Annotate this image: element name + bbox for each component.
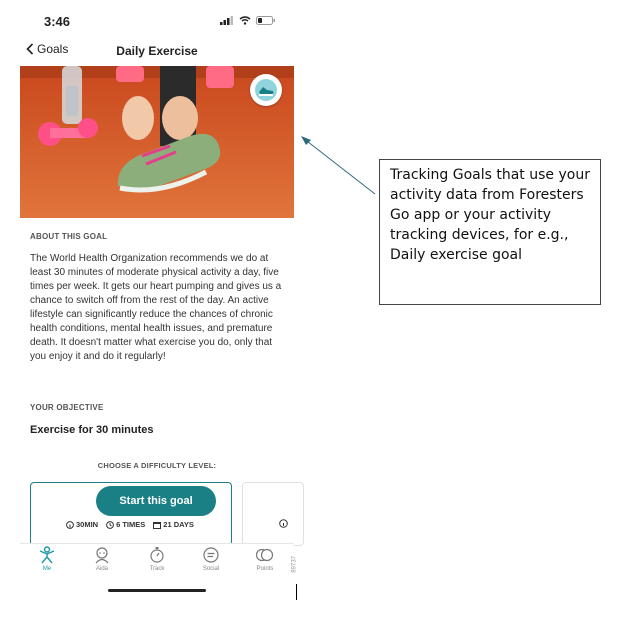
phone-screen [20, 0, 298, 600]
text-cursor [296, 584, 297, 600]
stopwatch-icon [148, 546, 166, 564]
build-id: 89737 [292, 556, 298, 573]
sneaker-icon [255, 79, 277, 101]
difficulty-card-next[interactable] [242, 482, 304, 546]
tab-bar [20, 543, 294, 580]
days-text: 21 DAYS [163, 520, 194, 529]
frequency-item [106, 520, 145, 529]
days-item [153, 520, 194, 529]
hero-image [20, 66, 294, 218]
wifi-icon [239, 16, 251, 25]
page-title: Daily Exercise [116, 44, 198, 58]
difficulty-label: CHOOSE A DIFFICULTY LEVEL: [97, 461, 217, 470]
tab-label: Social [202, 566, 220, 572]
annotation-callout: Tracking Goals that use your activity data from Foresters Go app or your activity tracking devices, for e.g., Daily exercise goal [379, 159, 601, 305]
duration-text: 30MIN [76, 520, 99, 529]
about-text: The World Health Organization recommends we do at least 30 minutes of moderate physical activity a day, five times per week. It gets our heart pumping and gives us a chance to switch off from the rest of the day. An active lifestyle can significantly reduce the chances of chronic health conditions, mental health issues, and premature death. It doesn't matter what exercise you do, only that you enjoy it and do it regularly! [30, 253, 282, 362]
navigation-bar [20, 40, 294, 66]
frequency-text: 6 TIMES [116, 520, 146, 529]
clock-icon [106, 521, 114, 529]
back-label: Goals [37, 42, 69, 56]
person-icon [38, 546, 56, 564]
home-indicator[interactable] [108, 589, 206, 592]
tab-social[interactable] [191, 546, 231, 572]
status-bar [20, 0, 294, 42]
tab-aida[interactable] [82, 546, 122, 572]
coins-icon [255, 546, 275, 564]
tab-label: Me [42, 566, 52, 572]
battery-icon [256, 16, 276, 25]
start-goal-button[interactable]: Start this goal [96, 486, 216, 516]
chat-icon [202, 546, 220, 564]
calendar-icon [153, 521, 161, 529]
tab-label: Track [149, 566, 165, 572]
status-time: 3:46 [44, 14, 71, 29]
assistant-icon [93, 546, 111, 564]
signal-icon [220, 16, 234, 25]
tab-track[interactable] [137, 546, 177, 572]
goal-details [66, 520, 194, 529]
tab-points[interactable] [245, 546, 285, 572]
duration-item [66, 520, 98, 529]
about-label: ABOUT THIS GOAL [30, 232, 108, 241]
info-icon [66, 521, 74, 529]
callout-arrow [295, 130, 377, 196]
status-icons [220, 16, 276, 25]
objective-value: Exercise for 30 minutes [30, 424, 154, 436]
goal-type-badge [250, 74, 282, 106]
tab-label: Aida [95, 566, 108, 572]
objective-label: YOUR OBJECTIVE [30, 403, 104, 412]
tab-label: Points [256, 566, 274, 572]
tab-me[interactable] [27, 546, 67, 572]
info-icon [279, 519, 288, 528]
